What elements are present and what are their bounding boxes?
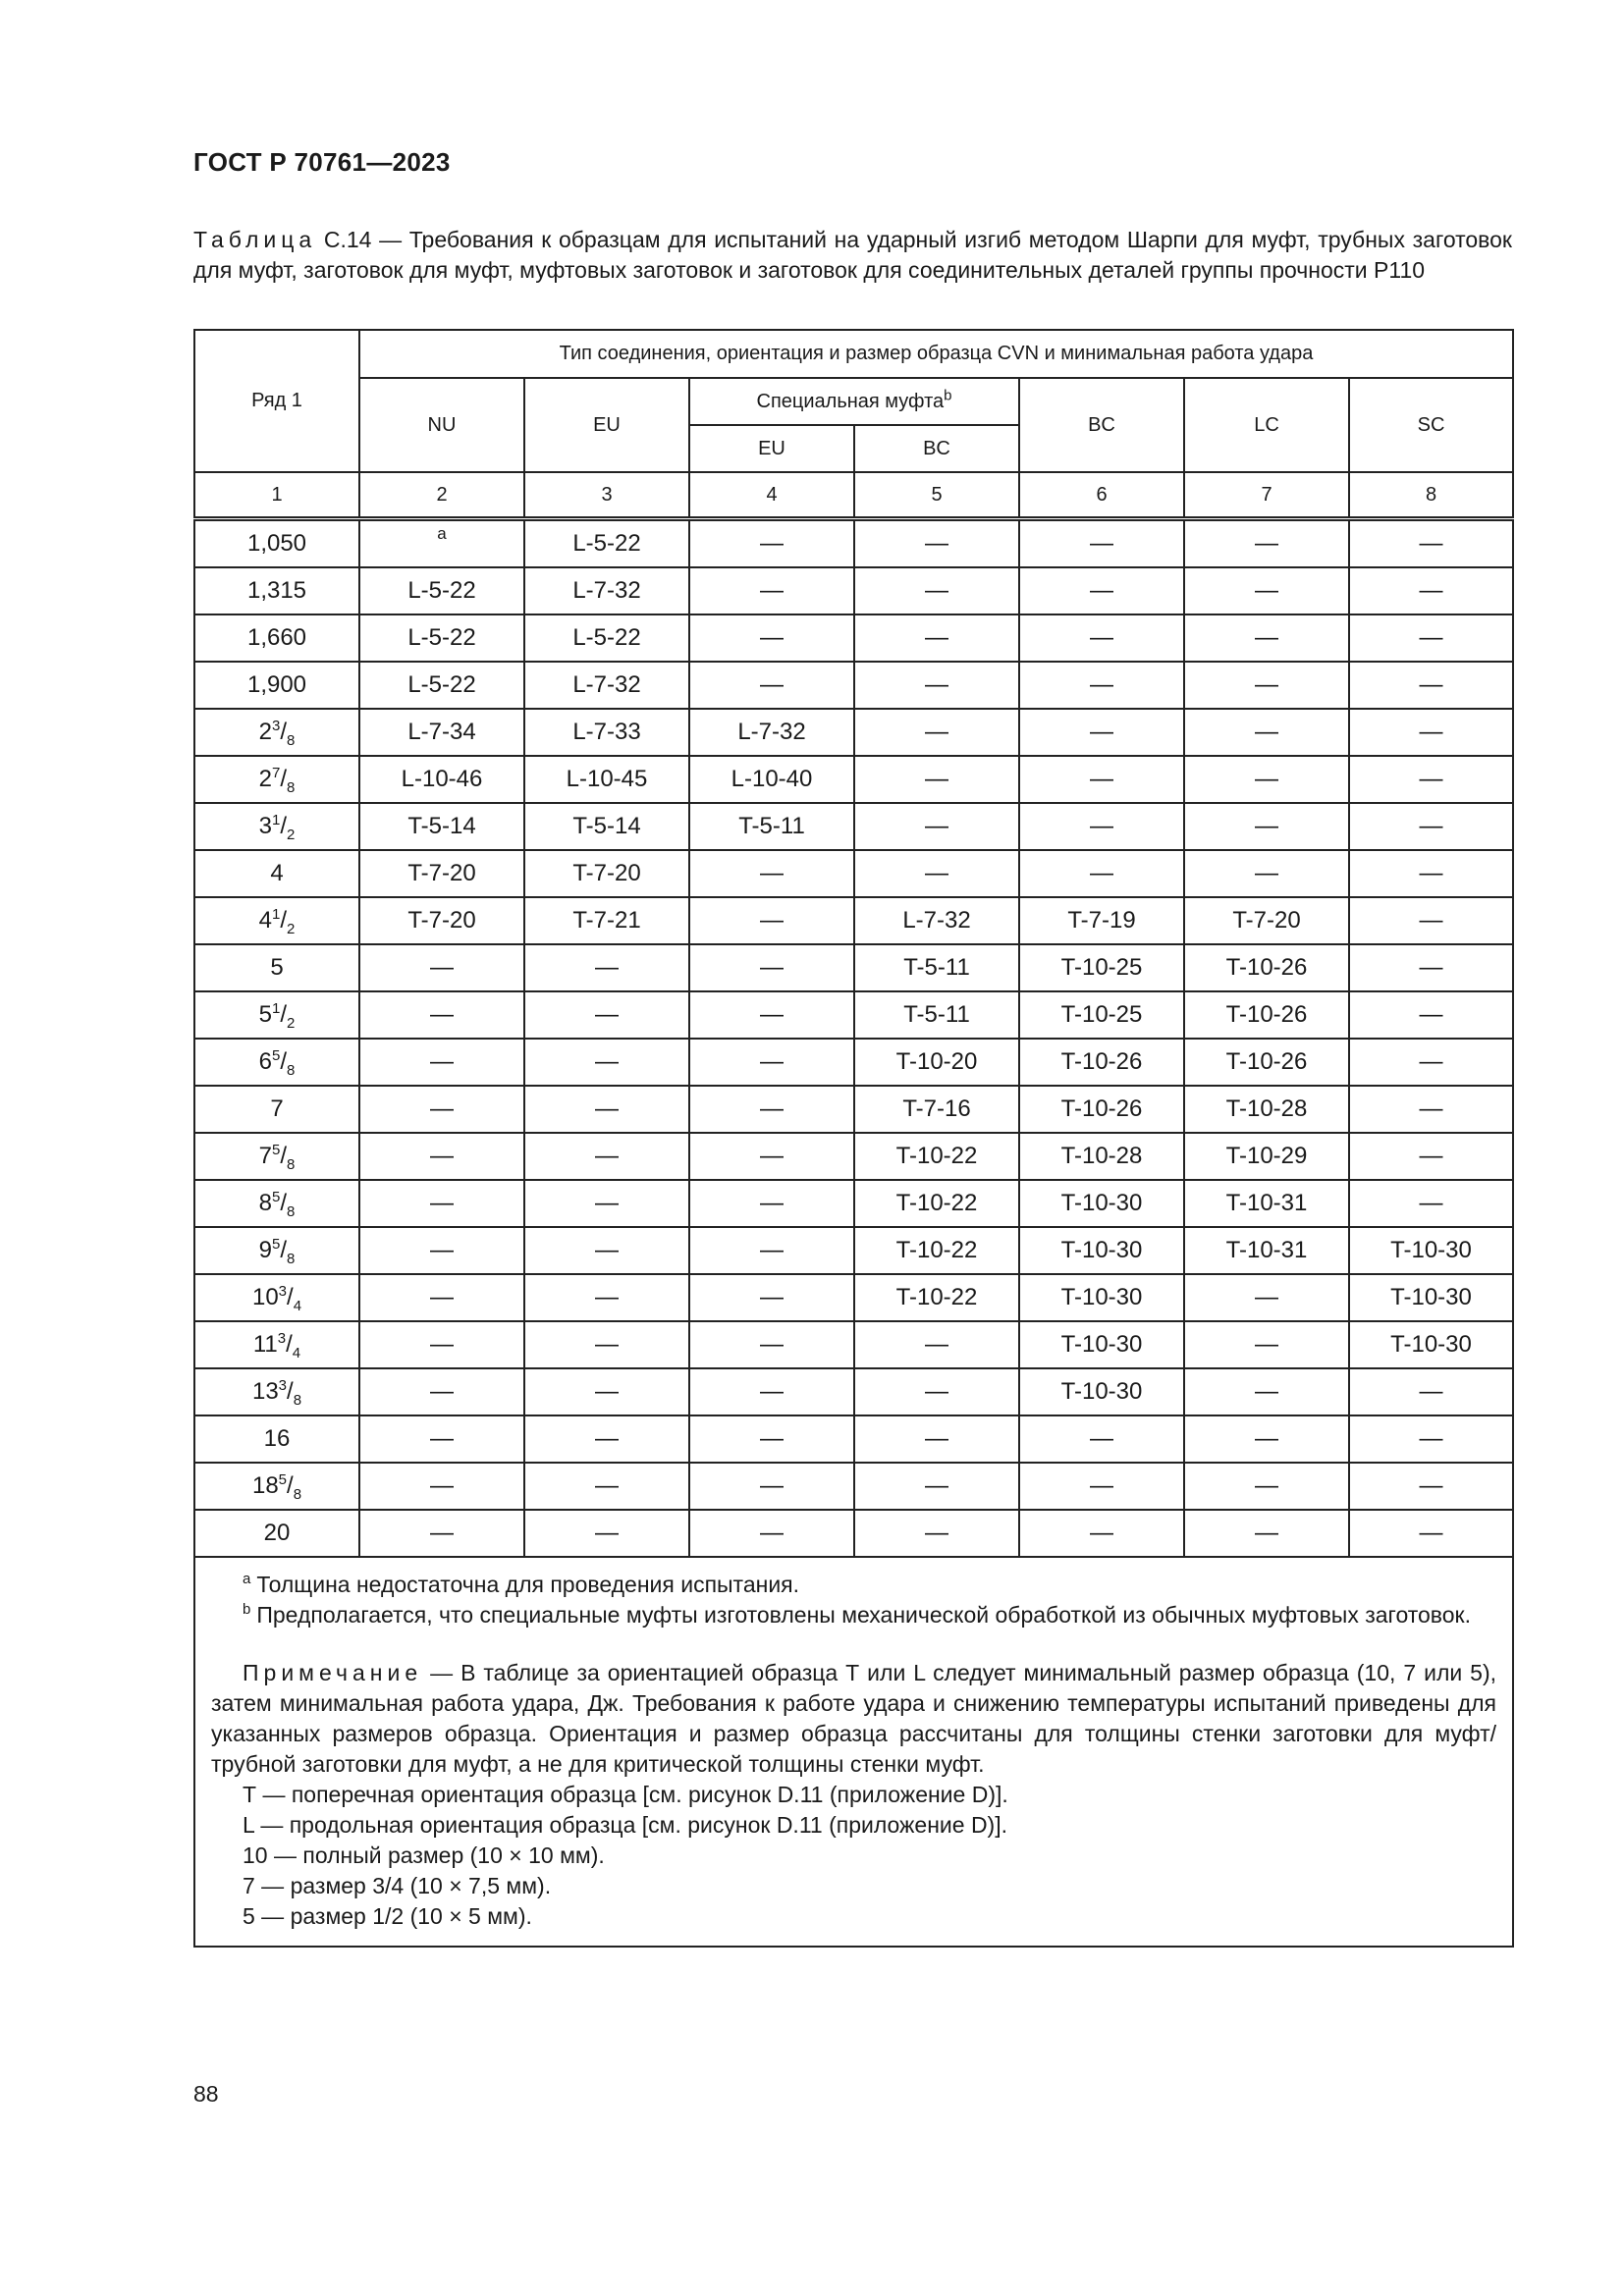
table-cell: L-7-32 <box>524 662 689 709</box>
col-header-nu: NU <box>359 378 524 472</box>
table-cell: L-5-22 <box>359 662 524 709</box>
table-cell: T-10-22 <box>854 1133 1019 1180</box>
row-size-cell: $5^1/_2$ <box>194 991 359 1039</box>
table-cell: T-10-30 <box>1349 1227 1513 1274</box>
table-cell: — <box>1349 991 1513 1039</box>
table-cell: — <box>1349 1039 1513 1086</box>
table-cell: T-10-26 <box>1184 1039 1349 1086</box>
table-cell: — <box>689 1133 854 1180</box>
table-row <box>194 944 1513 991</box>
table-cell: — <box>689 1180 854 1227</box>
size-whole: 7 <box>270 1095 284 1122</box>
requirements-table <box>193 329 1514 1948</box>
row-size-cell: $7^5/_8$ <box>194 1133 359 1180</box>
table-cell: — <box>1019 519 1184 568</box>
table-cell: — <box>1184 709 1349 756</box>
table-cell: L-10-46 <box>359 756 524 803</box>
note-text: — В таблице за ориентацией образца Т или L следует минимальный размер образца (10, 7 или 5), затем минимальная работа удара, Дж. Требования к работе удара и снижению температуры испытаний приведены для указанных размеров образца. Ориентация и размер образца рассчитаны для толщины стенки заготовки для муфт/трубной заготовки для муфт, а не для критической толщины стенки муфт. <box>211 1660 1497 1777</box>
size-whole: 16 <box>263 1425 291 1452</box>
table-cell: T-7-20 <box>524 850 689 897</box>
note-line: Т — поперечная ориентация образца [см. рисунок D.11 (приложение D)]. <box>243 1782 1008 1807</box>
table-cell: — <box>1184 1510 1349 1557</box>
table-cell: — <box>1349 1463 1513 1510</box>
table-cell: T-7-20 <box>1184 897 1349 944</box>
table-cell: — <box>689 1368 854 1415</box>
table-cell: — <box>524 1321 689 1368</box>
table-cell: — <box>1349 567 1513 614</box>
table-row <box>194 1274 1513 1321</box>
size-numerator: 5 <box>272 1142 281 1158</box>
table-cell: — <box>359 1039 524 1086</box>
table-row <box>194 803 1513 850</box>
table-cell: L-7-32 <box>689 709 854 756</box>
size-whole: 7 <box>258 1143 272 1169</box>
table-cell: — <box>524 1227 689 1274</box>
table-cell: — <box>689 1463 854 1510</box>
table-cell: T-7-21 <box>524 897 689 944</box>
col-header-lc: LC <box>1184 378 1349 472</box>
note-line: 7 — размер 3/4 (10 × 7,5 мм). <box>243 1873 552 1898</box>
table-row <box>194 1463 1513 1510</box>
footnote-a-marker: a <box>437 524 447 543</box>
table-cell: — <box>689 1227 854 1274</box>
row-header: Ряд 1 <box>194 330 359 472</box>
row-size-cell: $9^5/_8$ <box>194 1227 359 1274</box>
table-cell <box>359 519 524 568</box>
table-cell: — <box>1349 1368 1513 1415</box>
table-cell: — <box>854 1321 1019 1368</box>
note-label: Примечание <box>243 1660 423 1685</box>
table-cell: — <box>689 1510 854 1557</box>
table-cell: T-10-22 <box>854 1180 1019 1227</box>
row-size-cell: $8^5/_8$ <box>194 1180 359 1227</box>
size-numerator: 5 <box>278 1471 288 1488</box>
row-size-cell <box>194 519 359 568</box>
column-number: 7 <box>1184 472 1349 519</box>
table-cell: — <box>1349 1180 1513 1227</box>
column-number: 3 <box>524 472 689 519</box>
table-cell: — <box>1184 850 1349 897</box>
size-numerator: 3 <box>278 1377 288 1394</box>
size-denominator: 2 <box>287 920 296 937</box>
table-body <box>194 519 1513 1558</box>
table-cell: T-10-22 <box>854 1227 1019 1274</box>
table-cell: — <box>1349 756 1513 803</box>
table-cell: — <box>689 567 854 614</box>
size-whole: 2 <box>258 719 272 745</box>
table-cell: — <box>854 519 1019 568</box>
col-header-eu: EU <box>524 378 689 472</box>
table-cell: T-10-29 <box>1184 1133 1349 1180</box>
table-cell: — <box>854 803 1019 850</box>
table-cell: — <box>1349 1086 1513 1133</box>
table-cell: T-10-31 <box>1184 1227 1349 1274</box>
caption-text: С.14 — Требования к образцам для испытаний на ударный изгиб методом Шарпи для муфт, трубных заготовок для муфт, заготовок для муфт, муфтовых заготовок и заготовок для соединительных деталей группы прочности Р110 <box>193 227 1512 283</box>
table-cell: — <box>359 1086 524 1133</box>
special-coupling-header <box>689 378 1019 425</box>
group-header: Тип соединения, ориентация и размер образца CVN и минимальная работа удара <box>359 330 1513 378</box>
size-whole: 6 <box>258 1048 272 1075</box>
table-cell: — <box>1184 567 1349 614</box>
footnote-b-mark: b <box>243 1601 251 1619</box>
size-denominator: 8 <box>287 1250 296 1267</box>
size-whole: 4 <box>258 907 272 934</box>
row-size-cell <box>194 1086 359 1133</box>
table-row <box>194 756 1513 803</box>
footnote-a-mark: a <box>243 1571 251 1588</box>
footnote-b-text: Предполагается, что специальные муфты изготовлены механической обработкой из обычных муфтовых заготовок. <box>256 1602 1471 1628</box>
row-size-cell: $13^3/_8$ <box>194 1368 359 1415</box>
table-cell: T-7-19 <box>1019 897 1184 944</box>
size-whole: 3 <box>258 813 272 839</box>
table-cell: — <box>689 1086 854 1133</box>
size-whole: 5 <box>258 1001 272 1028</box>
table-cell: T-10-31 <box>1184 1180 1349 1227</box>
table-cell: — <box>689 850 854 897</box>
table-caption <box>193 225 1512 286</box>
size-numerator: 3 <box>272 718 281 734</box>
caption-label: Таблица <box>193 227 317 252</box>
table-cell: T-10-26 <box>1184 991 1349 1039</box>
table-cell: L-5-22 <box>359 567 524 614</box>
table-cell: — <box>1184 1274 1349 1321</box>
row-size-cell: $6^5/_8$ <box>194 1039 359 1086</box>
column-number: 5 <box>854 472 1019 519</box>
table-cell: T-10-30 <box>1019 1180 1184 1227</box>
table-cell: — <box>1019 1415 1184 1463</box>
table-cell: T-10-26 <box>1184 944 1349 991</box>
footnote-b <box>211 1600 1496 1630</box>
table-cell: L-5-22 <box>524 519 689 568</box>
table-row <box>194 991 1513 1039</box>
size-whole: 9 <box>258 1237 272 1263</box>
table-cell: — <box>1019 709 1184 756</box>
table-cell: — <box>689 1321 854 1368</box>
table-cell: — <box>1019 1463 1184 1510</box>
table-cell: — <box>1184 519 1349 568</box>
size-numerator: 3 <box>278 1283 288 1300</box>
table-cell: T-5-11 <box>854 991 1019 1039</box>
table-cell: — <box>1349 850 1513 897</box>
table-cell: — <box>1349 1415 1513 1463</box>
footnote-a <box>211 1570 1496 1600</box>
table-cell: L-7-34 <box>359 709 524 756</box>
column-number: 6 <box>1019 472 1184 519</box>
table-cell: T-7-16 <box>854 1086 1019 1133</box>
table-cell: — <box>1184 1463 1349 1510</box>
row-size-cell <box>194 567 359 614</box>
row-size-cell <box>194 614 359 662</box>
table-row <box>194 1321 1513 1368</box>
table-cell: T-5-11 <box>854 944 1019 991</box>
table-cell: — <box>854 756 1019 803</box>
table-cell: — <box>689 662 854 709</box>
footnotes-row <box>194 1557 1513 1947</box>
row-size-cell: $4^1/_2$ <box>194 897 359 944</box>
row-size-cell: $18^5/_8$ <box>194 1463 359 1510</box>
table-cell: — <box>524 944 689 991</box>
table-cell: — <box>1349 944 1513 991</box>
table-row <box>194 1510 1513 1557</box>
table-row <box>194 1227 1513 1274</box>
table-row <box>194 614 1513 662</box>
size-denominator: 8 <box>287 731 296 749</box>
table-row <box>194 1368 1513 1415</box>
table-cell: — <box>524 1368 689 1415</box>
table-cell: — <box>359 1133 524 1180</box>
table-cell: — <box>1349 897 1513 944</box>
note-line: 5 — размер 1/2 (10 × 5 мм). <box>243 1903 532 1929</box>
table-cell: — <box>1019 567 1184 614</box>
table-cell: — <box>524 1039 689 1086</box>
table-cell: T-10-25 <box>1019 991 1184 1039</box>
table-cell: — <box>689 1039 854 1086</box>
table-cell: — <box>854 1463 1019 1510</box>
size-numerator: 1 <box>272 1000 281 1017</box>
row-size-cell <box>194 944 359 991</box>
table-cell: T-10-22 <box>854 1274 1019 1321</box>
table-cell: — <box>1184 1415 1349 1463</box>
table-cell: — <box>524 1133 689 1180</box>
size-numerator: 3 <box>277 1330 287 1347</box>
table-cell: — <box>359 1463 524 1510</box>
size-denominator: 8 <box>287 1061 296 1079</box>
footnotes-cell <box>194 1557 1513 1947</box>
table-cell: — <box>359 1274 524 1321</box>
table-cell: T-10-28 <box>1184 1086 1349 1133</box>
size-whole: 2 <box>258 766 272 792</box>
table-cell: L-10-40 <box>689 756 854 803</box>
table-row <box>194 1133 1513 1180</box>
table-cell: — <box>524 1463 689 1510</box>
size-denominator: 8 <box>293 1485 302 1503</box>
col-header-bc: BC <box>1019 378 1184 472</box>
size-denominator: 2 <box>287 1014 296 1032</box>
row-size-cell <box>194 1510 359 1557</box>
table-cell: — <box>689 519 854 568</box>
column-number: 4 <box>689 472 854 519</box>
size-numerator: 1 <box>272 812 281 828</box>
size-whole: 4 <box>270 860 284 886</box>
table-cell: — <box>1349 1133 1513 1180</box>
row-size-cell: $2^7/_8$ <box>194 756 359 803</box>
table-cell: T-5-14 <box>524 803 689 850</box>
table-row <box>194 850 1513 897</box>
table-row <box>194 897 1513 944</box>
size-numerator: 5 <box>272 1047 281 1064</box>
col-header-special-bc: BC <box>854 425 1019 472</box>
note-line: 10 — полный размер (10 × 10 мм). <box>243 1842 605 1868</box>
table-cell: — <box>1184 614 1349 662</box>
table-cell: — <box>1184 1321 1349 1368</box>
size-numerator: 7 <box>272 765 281 781</box>
table-cell: — <box>854 614 1019 662</box>
size-numerator: 1 <box>272 906 281 923</box>
table-cell: — <box>359 1227 524 1274</box>
footnote-a-text: Толщина недостаточна для проведения испытания. <box>256 1572 800 1597</box>
size-denominator: 2 <box>287 826 296 843</box>
table-cell: L-7-32 <box>854 897 1019 944</box>
table-cell: — <box>689 1274 854 1321</box>
size-denominator: 8 <box>293 1391 302 1409</box>
row-size-cell <box>194 1415 359 1463</box>
table-cell: — <box>359 1510 524 1557</box>
table-cell: T-10-30 <box>1019 1321 1184 1368</box>
size-whole: 10 <box>251 1284 279 1310</box>
table-cell: T-5-14 <box>359 803 524 850</box>
column-number: 8 <box>1349 472 1513 519</box>
table-cell: — <box>1019 756 1184 803</box>
table-cell: L-5-22 <box>524 614 689 662</box>
size-denominator: 4 <box>293 1297 302 1314</box>
table-cell: — <box>1184 1368 1349 1415</box>
table-cell: — <box>854 709 1019 756</box>
table-cell: L-7-32 <box>524 567 689 614</box>
size-denominator: 4 <box>292 1344 301 1362</box>
size-denominator: 8 <box>287 1202 296 1220</box>
table-cell: — <box>524 1510 689 1557</box>
table-cell: — <box>524 1180 689 1227</box>
table-row <box>194 1180 1513 1227</box>
table-cell: — <box>1349 614 1513 662</box>
table-cell: T-7-20 <box>359 897 524 944</box>
table-cell: — <box>854 1415 1019 1463</box>
size-whole: 1,315 <box>246 577 307 604</box>
table-cell: — <box>1019 803 1184 850</box>
row-size-cell: $10^3/_4$ <box>194 1274 359 1321</box>
table-cell: — <box>1349 1510 1513 1557</box>
size-whole: 1,050 <box>246 530 307 557</box>
size-denominator: 8 <box>287 1155 296 1173</box>
column-number: 2 <box>359 472 524 519</box>
table-cell: — <box>1184 756 1349 803</box>
table-cell: — <box>1349 519 1513 568</box>
size-whole: 5 <box>270 954 284 981</box>
table-cell: — <box>689 944 854 991</box>
table-cell: — <box>689 1415 854 1463</box>
table-cell: — <box>689 897 854 944</box>
table-cell: L-7-33 <box>524 709 689 756</box>
table-cell: T-5-11 <box>689 803 854 850</box>
table-row <box>194 1415 1513 1463</box>
size-whole: 8 <box>258 1190 272 1216</box>
row-size-cell: $11^3/_4$ <box>194 1321 359 1368</box>
table-cell: T-10-30 <box>1349 1321 1513 1368</box>
row-size-cell <box>194 850 359 897</box>
table-cell: L-5-22 <box>359 614 524 662</box>
footnote-b-marker: b <box>944 386 952 403</box>
size-whole: 1,660 <box>246 624 307 651</box>
column-numbers-row <box>194 472 1513 519</box>
size-whole: 20 <box>263 1520 291 1546</box>
table-cell: — <box>1019 850 1184 897</box>
table-cell: — <box>1349 662 1513 709</box>
row-size-cell <box>194 662 359 709</box>
table-cell: — <box>854 1368 1019 1415</box>
table-cell: — <box>359 944 524 991</box>
note-paragraph <box>211 1658 1496 1780</box>
table-cell: — <box>1019 1510 1184 1557</box>
size-whole: 13 <box>251 1378 279 1405</box>
table-cell: T-10-20 <box>854 1039 1019 1086</box>
size-numerator: 5 <box>272 1189 281 1205</box>
col-header-sc: SC <box>1349 378 1513 472</box>
table-row <box>194 1039 1513 1086</box>
col-header-special-eu: EU <box>689 425 854 472</box>
table-cell: T-10-30 <box>1019 1368 1184 1415</box>
size-denominator: 8 <box>287 778 296 796</box>
table-cell: L-10-45 <box>524 756 689 803</box>
table-cell: T-10-26 <box>1019 1086 1184 1133</box>
table-cell: — <box>1019 614 1184 662</box>
table-row <box>194 567 1513 614</box>
table-cell: — <box>1184 803 1349 850</box>
size-numerator: 5 <box>272 1236 281 1253</box>
table-cell: T-7-20 <box>359 850 524 897</box>
note-line: L — продольная ориентация образца [см. рисунок D.11 (приложение D)]. <box>243 1812 1008 1838</box>
table-cell: T-10-28 <box>1019 1133 1184 1180</box>
table-cell: — <box>854 850 1019 897</box>
table-cell: T-10-25 <box>1019 944 1184 991</box>
table-cell: T-10-30 <box>1019 1274 1184 1321</box>
document-header: ГОСТ Р 70761—2023 <box>193 147 451 177</box>
table-cell: — <box>1349 709 1513 756</box>
column-number: 1 <box>194 472 359 519</box>
row-size-cell: $2^3/_8$ <box>194 709 359 756</box>
table-cell: — <box>689 614 854 662</box>
table-cell: — <box>359 991 524 1039</box>
size-whole: 1,900 <box>246 671 307 698</box>
table-cell: — <box>359 1321 524 1368</box>
table-cell: — <box>1349 803 1513 850</box>
table-cell: — <box>854 1510 1019 1557</box>
table-cell: — <box>854 662 1019 709</box>
table-cell: T-10-30 <box>1349 1274 1513 1321</box>
table-cell: — <box>524 1415 689 1463</box>
table-row <box>194 662 1513 709</box>
size-whole: 18 <box>251 1472 279 1499</box>
special-coupling-label: Специальная муфта <box>756 390 945 412</box>
table-cell: — <box>1184 662 1349 709</box>
table-cell: — <box>854 567 1019 614</box>
row-size-cell: $3^1/_2$ <box>194 803 359 850</box>
table-cell: T-10-30 <box>1019 1227 1184 1274</box>
table-cell: — <box>524 1274 689 1321</box>
table-cell: — <box>1019 662 1184 709</box>
table-row <box>194 519 1513 568</box>
table-cell: — <box>689 991 854 1039</box>
table-cell: — <box>359 1180 524 1227</box>
table-cell: — <box>524 1086 689 1133</box>
table-cell: — <box>359 1415 524 1463</box>
table-cell: — <box>524 991 689 1039</box>
page-number: 88 <box>193 2081 219 2107</box>
table-row <box>194 1086 1513 1133</box>
table-cell: T-10-26 <box>1019 1039 1184 1086</box>
table-cell: — <box>359 1368 524 1415</box>
size-whole: 11 <box>252 1331 278 1358</box>
table-row <box>194 709 1513 756</box>
